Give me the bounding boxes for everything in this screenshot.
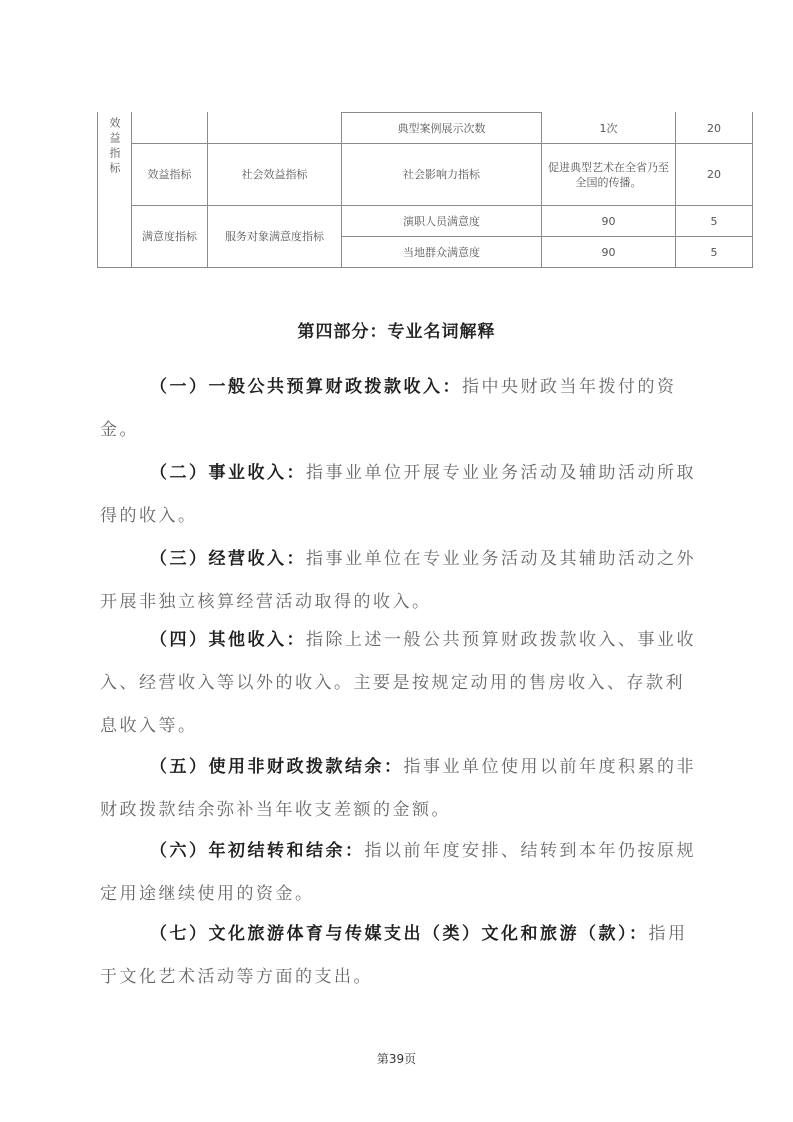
glossary-item [100,452,700,538]
table-cell-indicator: 社会影响力指标 [403,168,480,181]
table-border-bottom [97,267,753,268]
glossary-term: （四）其他收入： [150,630,306,650]
glossary-item [100,619,700,748]
table-cell-indicator: 演职人员满意度 [403,214,480,228]
table-category-cell: 效益指标 [108,117,121,177]
glossary-item [100,830,700,916]
glossary-definition: 指中央财政当年拨付的资金。 [100,377,677,440]
table-cell-weight: 5 [710,214,718,228]
page-number: 第39页 [376,1052,417,1066]
table-cell-indicator: 典型案例展示次数 [397,121,486,135]
table-cell-target: 90 [601,245,616,259]
section-title: 第四部分：专业名词解释 [297,322,496,342]
glossary-definition: 指事业单位使用以前年度积累的非财政拨款结余弥补当年收支差额的金额。 [100,757,696,820]
table-cell-target: 1次 [599,121,618,135]
table-cell-target: 促进典型艺术在全省乃至全国的传播。 [548,160,669,189]
glossary-item [100,538,700,624]
glossary-definition: 指用于文化艺术活动等方面的支出。 [100,924,688,987]
glossary-term: （二）事业收入： [150,463,306,483]
glossary-definition: 指以前年度安排、结转到本年仍按原规定用途继续使用的资金。 [100,841,696,904]
table-cell-level3: 服务对象满意度指标 [225,230,324,243]
glossary-item [100,913,700,999]
table-cell-weight: 5 [710,245,718,259]
glossary-term: （一）一般公共预算财政拨款收入： [150,377,462,397]
table-cell-weight: 20 [707,121,721,135]
glossary-item [100,746,700,832]
glossary-term: （七）文化旅游体育与传媒支出（类）文化和旅游（款）： [150,924,649,944]
table-cell-weight: 20 [707,168,721,181]
glossary-term: （六）年初结转和结余： [150,841,365,861]
glossary-term: （五）使用非财政拨款结余： [150,757,404,777]
table-cell-level2: 满意度指标 [142,230,197,243]
glossary-term: （三）经营收入： [150,549,306,569]
table-cell-level3: 社会效益指标 [241,168,308,181]
table-border-right [752,112,753,268]
table-cell-target: 90 [601,214,616,228]
table-cell-level2: 效益指标 [147,168,192,181]
glossary-item [100,366,700,452]
glossary-definition: 指事业单位开展专业业务活动及辅助活动所取得的收入。 [100,463,696,526]
glossary-definition: 指除上述一般公共预算财政拨款收入、事业收入、经营收入等以外的收入。主要是按规定动用的售房收入、存款利息收入等。 [100,630,696,736]
table-cell-indicator: 当地群众满意度 [403,245,480,259]
glossary-definition: 指事业单位在专业业务活动及其辅助活动之外开展非独立核算经营活动取得的收入。 [100,549,696,612]
performance-indicator-table [97,112,753,268]
